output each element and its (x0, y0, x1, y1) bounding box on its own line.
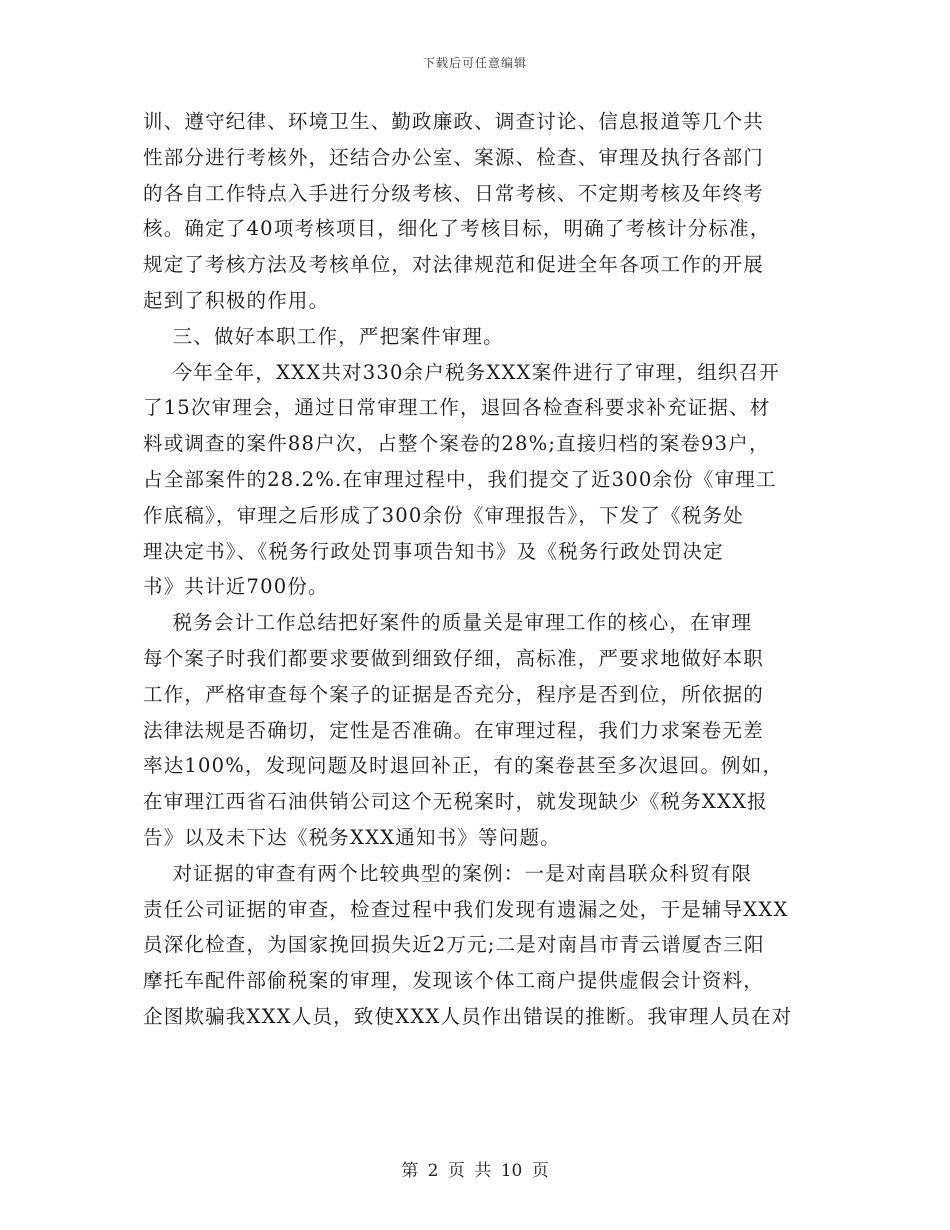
text-line: 训、遵守纪律、环境卫生、勤政廉政、调查讨论、信息报道等几个共 (143, 110, 765, 133)
text-line: 理决定书》、《税务行政处罚事项告知书》及《税务行政处罚决定 (143, 539, 724, 563)
text-line: 税务会计工作总结把好案件的质量关是审理工作的核心，在审理 (143, 611, 753, 635)
text-line: 了15次审理会，通过日常审理工作，退回各检查科要求补充证据、材 (143, 396, 771, 420)
text-line: 每个案子时我们都要求要做到细致仔细，高标准，严要求地做好本职 (143, 646, 765, 670)
text-line: 占全部案件的28.2%.在审理过程中，我们提交了近300余份《审理工 (143, 467, 777, 491)
page-number: 第 2 页 共 10 页 (401, 1161, 549, 1181)
text-line: 责任公司证据的审查，检查过程中我们发现有遗漏之处，于是辅导XXX (143, 897, 789, 921)
text-line: 作底稿》，审理之后形成了300余份《审理报告》，下发了《税务处 (143, 503, 744, 527)
text-line: 法律法规是否确切，定性是否准确。在审理过程，我们力求案卷无差 (143, 718, 765, 742)
page-header: 下载后可任意编辑 (422, 56, 527, 70)
text-line: 今年全年，XXX共对330余户税务XXX案件进行了审理，组织召开 (143, 360, 781, 384)
text-line: 摩托车配件部偷税案的审理，发现该个体工商户提供虚假会计资料， (143, 969, 765, 993)
text-line: 告》以及未下达《税务XXX通知书》等问题。 (143, 825, 561, 849)
text-line: 率达100%，发现问题及时退回补正，有的案卷甚至多次退回。例如， (143, 754, 784, 778)
text-line: 核。确定了40项考核项目，细化了考核目标，明确了考核计分标准， (143, 217, 771, 241)
text-line: 料或调查的案件88户次，占整个案卷的28%;直接归档的案卷93户， (143, 432, 770, 456)
text-line: 在审理江西省石油供销公司这个无税案时，就发现缺少《税务XXX报 (143, 790, 768, 814)
text-line: 性部分进行考核外，还结合办公室、案源、检查、审理及执行各部门 (143, 145, 765, 169)
text-line: 书》共计近700份。 (143, 575, 329, 599)
text-line: 员深化检查，为国家挽回损失近2万元;二是对南昌市青云谱厦杏三阳 (143, 933, 765, 957)
text-line: 工作，严格审查每个案子的证据是否充分，程序是否到位，所依据的 (143, 682, 765, 706)
document-body (143, 104, 813, 1035)
text-line: 企图欺骗我XXX人员，致使XXX人员作出错误的推断。我审理人员在对 (143, 1004, 793, 1028)
section-heading: 三、做好本职工作，严把案件审理。 (143, 324, 504, 348)
text-line: 对证据的审查有两个比较典型的案例：一是对南昌联众科贸有限 (143, 861, 753, 885)
text-line: 起到了积极的作用。 (143, 288, 330, 312)
text-line: 规定了考核方法及考核单位，对法律规范和促进全年各项工作的开展 (143, 253, 765, 277)
text-line: 的各自工作特点入手进行分级考核、日常考核、不定期考核及年终考 (143, 181, 765, 205)
